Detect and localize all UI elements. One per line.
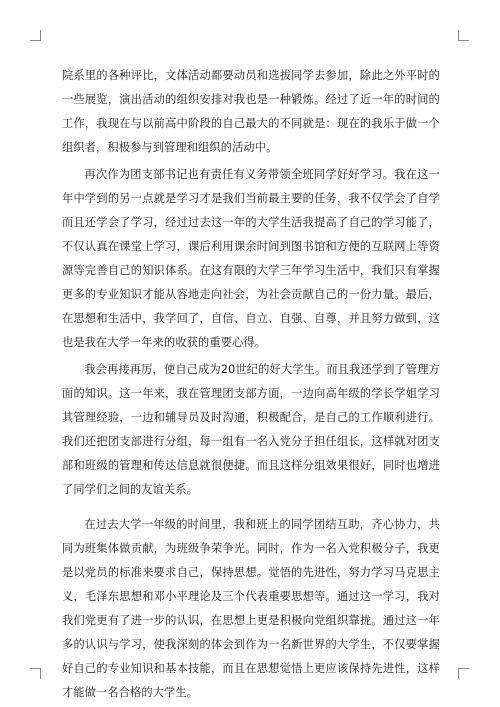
paragraph-2: 再次作为团支部书记也有责任有义务带领全班同学好好学习。我在这一年中学到的另一点就是学习才是我们当前最主要的任务，我不仅学会了自学而且还学会了学习，经过过去这一年的大学生活我提高了自己的学习能了，不仅认真在课堂上学习，课后利用课余时间到图书馆和方便的互联网上等资源等完善自己的知识体系。在这有限的大学三年学习生活中，我们只有掌握更多的专业知识才能从容地走向社会，为社会贡献自己的一份力量。最后，在思想和生活中，我学回了，自信、自立、自强、自尊，并且努力做到，这也是我在大学一年来的收获的重要心得。 (62, 168, 440, 349)
crop-mark-bottom-right (458, 668, 469, 679)
paragraph-4: 在过去大学一年级的时间里，我和班上的同学团结互助，齐心协力，共同为班集体做贡献，为班级争荣争光。同时，作为一名入党积极分子，我更是以党员的标准来要求自己，保持思想。觉悟的先进性，努力学习马克思主义，毛泽东思想和邓小平理论及三个代表重要思想等。通过这一学习，我对我们党更有了进一步的认识，在思想上更是积极向党组织靠拢。通过这一年多的认识与学习，使我深刻的体会到作为一名新世界的大学生，不仅要掌握好自己的专业知识和基本技能，而且在思想觉悟上更应该保持先进性，这样才能做一名合格的大学生。 (62, 518, 440, 699)
paragraph-3: 我会再接再厉，使自己成为20世纪的好大学生。而且我还学到了管理方面的知识。这一年来，我在管理团支部方面，一边向高年级的学长学姐学习其管理经验，一边和辅导员及时沟通，积极配合，是自己的工作顺利进行。我们还把团支部进行分组，每一组有一名入党分子担任组长，这样就对团支部和班级的管理和传达信息就很便捷。而且这样分组效果很好，同时也增进了同学们之间的友谊关系。 (62, 363, 440, 496)
document-body (62, 64, 440, 705)
crop-mark-top-left (30, 30, 41, 41)
paragraph-1: 院系里的各种评比，文体活动都要动员和选拔同学去参加，除此之外平时的一些展览，演出活动的组织安排对我也是一种锻炼。经过了近一年的时间的工作，我现在与以前高中阶段的自己最大的不同就是：现在的我乐于做一个组织者，积极参与到管理和组织的活动中。 (62, 69, 440, 154)
crop-mark-top-right (458, 30, 469, 41)
crop-mark-bottom-left (30, 668, 41, 679)
